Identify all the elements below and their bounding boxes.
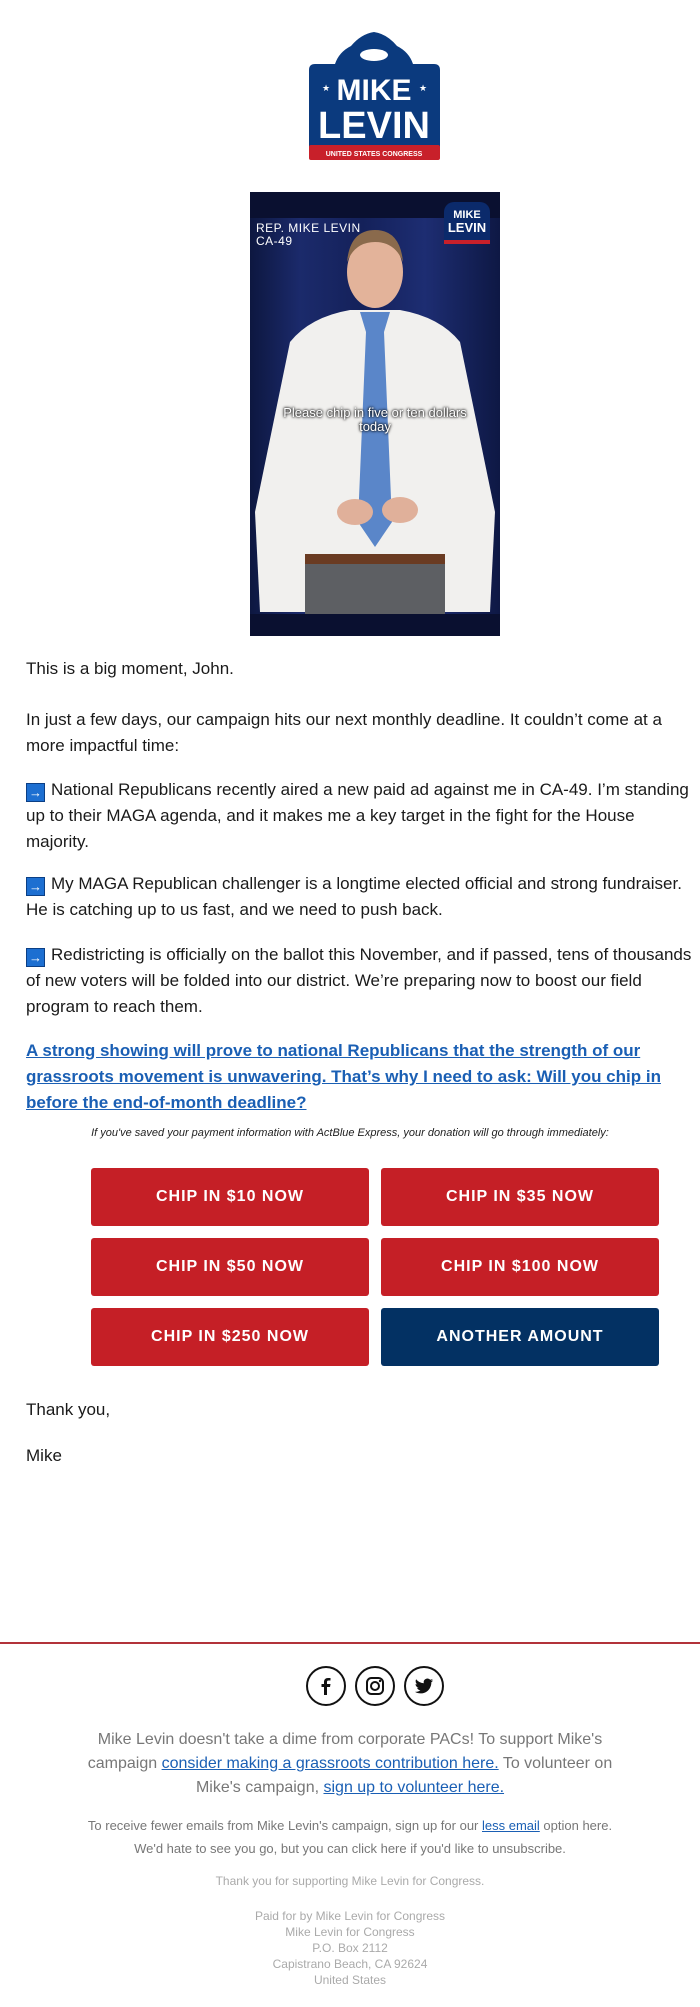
- bullet-item: [26, 942, 694, 1020]
- address-country: United States: [313, 1973, 387, 1987]
- pac-text: Mike Levin doesn't take a dime from corporate PACs! To support Mike's campaign: [87, 1731, 603, 1772]
- donate-cta-link[interactable]: A strong showing will prove to national Republicans that the strength of our grassroots movement is unwavering. That’s why I need to ask: Will you chip in before the end-of-month deadline?: [26, 1041, 661, 1112]
- corporate-pac-note: [80, 1728, 620, 1800]
- video-logo: [444, 202, 490, 244]
- bullet-text: National Republicans recently aired a new paid ad against me in CA-49. I’m standing up to their MAGA agenda, and it makes me a key target in the fight for the House majority.: [26, 780, 689, 851]
- instagram-icon[interactable]: [355, 1666, 395, 1706]
- logo-subtitle: UNITED STATES CONGRESS: [325, 151, 423, 158]
- video-logo-line2: LEVIN: [447, 220, 487, 235]
- video-caption: [250, 406, 500, 434]
- less-email-note: [80, 1814, 620, 1860]
- video-label-name: REP. MIKE LEVIN: [256, 221, 361, 235]
- volunteer-link[interactable]: sign up to volunteer here.: [323, 1779, 505, 1796]
- actblue-fine-print: If you've saved your payment information with ActBlue Express, your donation will go through immediately:: [91, 1127, 609, 1139]
- twitter-icon[interactable]: [404, 1666, 444, 1706]
- logo-line2: LEVIN: [318, 105, 430, 147]
- volunteer-text: To volunteer on Mike's campaign,: [195, 1755, 613, 1796]
- video-caption-line2: today: [359, 419, 391, 434]
- grassroots-contribution-link[interactable]: consider making a grassroots contribution here.: [161, 1755, 499, 1772]
- chip-in-50-button[interactable]: CHIP IN $50 NOW: [91, 1238, 369, 1296]
- address-org: Mike Levin for Congress: [285, 1925, 415, 1939]
- logo-line1: MIKE: [336, 74, 412, 107]
- paid-for-by: Paid for by Mike Levin for Congress: [254, 1909, 446, 1923]
- less-email-link[interactable]: less email: [482, 1818, 540, 1833]
- bullet-item: [26, 777, 694, 855]
- chip-in-35-button[interactable]: CHIP IN $35 NOW: [381, 1168, 659, 1226]
- signature: Mike: [26, 1446, 62, 1465]
- svg-text:★: ★: [419, 83, 428, 93]
- footer-divider: [0, 1642, 700, 1644]
- bullet-text: My MAGA Republican challenger is a longtime elected official and strong fundraiser. He is catching up to us fast, and we need to push back.: [26, 874, 682, 919]
- bullet-item: [26, 871, 694, 923]
- address-city: Capistrano Beach, CA 92624: [272, 1957, 428, 1971]
- video-caption-line1: Please chip in five or ten dollars: [283, 405, 467, 420]
- greeting: This is a big moment, John.: [26, 659, 234, 678]
- video-logo-line1: MIKE: [453, 209, 481, 221]
- thanks-note: Thank you for supporting Mike Levin for Congress.: [215, 1874, 485, 1888]
- video-speaker-label: [256, 222, 361, 248]
- mailing-address: [0, 1908, 700, 1988]
- video-label-district: CA-49: [256, 234, 293, 248]
- chip-in-250-button[interactable]: CHIP IN $250 NOW: [91, 1308, 369, 1366]
- svg-text:★: ★: [322, 83, 331, 93]
- less-email-text: To receive fewer emails from Mike Levin's campaign, sign up for our: [87, 1818, 482, 1833]
- chip-in-10-button[interactable]: CHIP IN $10 NOW: [91, 1168, 369, 1226]
- unsubscribe-text[interactable]: option here. We'd hate to see you go, but you can click here if you'd like to unsubscribe.: [134, 1818, 613, 1856]
- bullet-text: Redistricting is officially on the ballot this November, and if passed, tens of thousands of new voters will be folded into our district. We’re preparing now to boost our field program to reach them.: [26, 945, 692, 1016]
- closing: Thank you,: [26, 1400, 111, 1419]
- chip-in-100-button[interactable]: CHIP IN $100 NOW: [381, 1238, 659, 1296]
- another-amount-button[interactable]: ANOTHER AMOUNT: [381, 1308, 659, 1366]
- arrow-right-icon: →: [26, 948, 45, 967]
- arrow-right-icon: →: [26, 783, 45, 802]
- address-po-box: P.O. Box 2112: [312, 1941, 388, 1955]
- mike-levin-logo: [305, 28, 444, 163]
- video-thumbnail[interactable]: [250, 192, 500, 636]
- intro-paragraph: In just a few days, our campaign hits our next monthly deadline. It couldn’t come at a more impactful time:: [26, 710, 662, 755]
- facebook-icon[interactable]: [306, 1666, 346, 1706]
- arrow-right-icon: →: [26, 877, 45, 896]
